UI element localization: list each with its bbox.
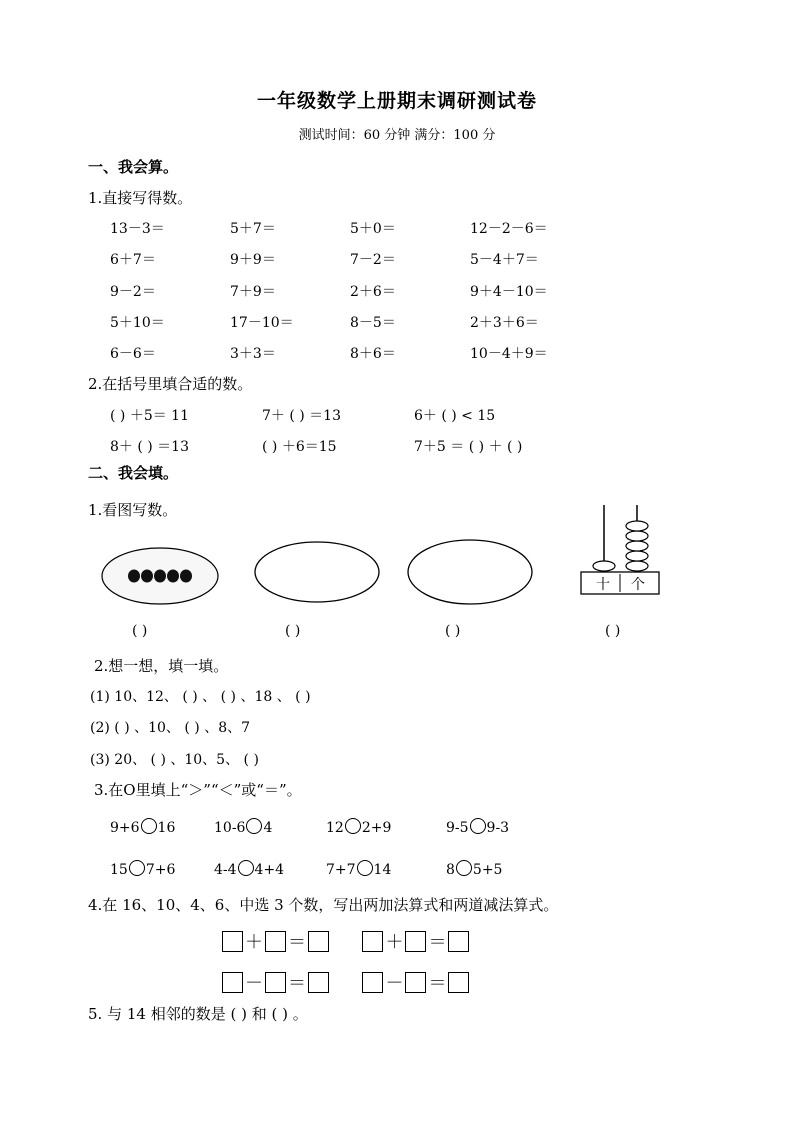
sequence-row: (1) 10、12、 ( ) 、 ( ) 、18 、 ( ) (90, 689, 311, 705)
answer-box[interactable] (265, 931, 286, 952)
compare-circle[interactable] (456, 860, 472, 876)
calc-item: 17－10＝ (230, 315, 294, 331)
calc-item: 8－5＝ (350, 315, 396, 331)
compare-circle[interactable] (246, 818, 262, 834)
answer-parens: ( ) (285, 623, 301, 639)
empty-oval (408, 540, 532, 604)
calc-item: 8＋6＝ (350, 346, 396, 362)
minus-sign: － (245, 973, 263, 994)
compare-item: 12 2+9 (326, 820, 392, 836)
subtraction-equations (222, 969, 469, 995)
calc-item: 3＋3＝ (230, 346, 276, 362)
compare-item: 9+6 16 (110, 820, 176, 836)
equals-sign: ＝ (428, 973, 447, 994)
fill-item: ( ) ＋5＝ 11 (110, 408, 189, 424)
answer-parens: ( ) (445, 623, 461, 639)
section1-q1-label: 1.直接写得数。 (88, 189, 193, 207)
compare-item: 8 5+5 (446, 862, 503, 878)
answer-box[interactable] (222, 931, 243, 952)
abacus-bead (626, 541, 648, 551)
section2-heading: 二、我会填。 (88, 464, 179, 482)
answer-box[interactable] (448, 931, 469, 952)
black-bead (154, 570, 166, 583)
answer-box[interactable] (405, 931, 426, 952)
black-bead (167, 570, 179, 583)
compare-item: 7+7 14 (326, 862, 392, 878)
calc-item: 7－2＝ (350, 252, 396, 268)
sequence-row: (2) ( ) 、10、 ( ) 、8、7 (90, 720, 251, 736)
section1-q2-label: 2.在括号里填合适的数。 (88, 375, 253, 393)
fill-item: 6＋ ( ) < 15 (414, 408, 496, 424)
section2-q1-label: 1.看图写数。 (88, 501, 178, 519)
abacus-ones-label: 个 (631, 577, 645, 593)
page-subtitle: 测试时间：60 分钟 满分：100 分 (298, 128, 496, 143)
calc-item: 5＋0＝ (350, 221, 396, 237)
answer-box[interactable] (308, 972, 329, 993)
abacus-bead (626, 531, 648, 541)
calc-item: 5＋7＝ (230, 221, 276, 237)
calc-item: 6＋7＝ (110, 252, 156, 268)
oval-with-beads (102, 548, 218, 604)
fill-item: 8＋ ( ) ＝13 (110, 439, 189, 455)
answer-box[interactable] (222, 972, 243, 993)
abacus-bead (626, 551, 648, 561)
answer-box[interactable] (265, 972, 286, 993)
answer-box[interactable] (308, 931, 329, 952)
addition-equations (222, 928, 469, 954)
calc-item: 9＋9＝ (230, 252, 276, 268)
compare-item: 9-5 9-3 (446, 820, 510, 836)
empty-oval (255, 542, 379, 602)
answer-box[interactable] (448, 972, 469, 993)
answer-box[interactable] (362, 972, 383, 993)
compare-circle[interactable] (129, 860, 145, 876)
calc-item: 7＋9＝ (230, 284, 276, 300)
calc-item: 2＋3＋6＝ (470, 315, 539, 331)
abacus-bead (593, 561, 615, 571)
minus-sign: － (385, 973, 404, 994)
section2-q3-label: 3.在O里填上“＞”“＜”或“＝”。 (94, 781, 302, 799)
section2-q2-label: 2.想一想，填一填。 (94, 657, 229, 675)
section2-q4-label: 4.在 16、10、4、6、中选 3 个数，写出两加法算式和两道减法算式。 (88, 896, 559, 914)
fill-item: 7＋ ( ) ＝13 (262, 408, 341, 424)
calc-item: 13－3＝ (110, 221, 165, 237)
abacus (581, 505, 659, 594)
section1-heading: 一、我会算。 (88, 158, 179, 176)
counting-figures (90, 500, 680, 610)
compare-circle[interactable] (141, 818, 157, 834)
compare-circle[interactable] (357, 860, 373, 876)
calc-item: 5＋10＝ (110, 315, 165, 331)
abacus-bead (626, 521, 648, 531)
compare-item: 15 7+6 (110, 862, 176, 878)
equals-sign: ＝ (288, 932, 306, 953)
abacus-bead (626, 561, 648, 571)
equals-sign: ＝ (428, 932, 447, 953)
calc-item: 9－2＝ (110, 284, 156, 300)
sequence-row: (3) 20、 ( ) 、10、5、 ( ) (90, 752, 259, 768)
black-bead (180, 570, 192, 583)
answer-box[interactable] (362, 931, 383, 952)
fill-item: 7＋5 ＝ ( ) ＋ ( ) (414, 439, 523, 455)
compare-circle[interactable] (345, 818, 361, 834)
section2-q5-label: 5. 与 14 相邻的数是 ( ) 和 ( ) 。 (88, 1005, 308, 1023)
compare-circle[interactable] (238, 860, 254, 876)
calc-item: 5－4＋7＝ (470, 252, 539, 268)
answer-box[interactable] (405, 972, 426, 993)
compare-item: 10-6 4 (214, 820, 273, 836)
equals-sign: ＝ (288, 973, 306, 994)
fill-item: ( ) ＋6＝15 (262, 439, 337, 455)
black-bead (128, 570, 140, 583)
plus-sign: ＋ (385, 932, 404, 953)
calc-item: 9＋4－10＝ (470, 284, 548, 300)
calc-item: 6－6＝ (110, 346, 156, 362)
compare-circle[interactable] (470, 818, 486, 834)
black-bead (141, 570, 153, 583)
answer-parens: ( ) (132, 623, 148, 639)
answer-parens: ( ) (605, 623, 621, 639)
plus-sign: ＋ (245, 932, 263, 953)
page-title: 一年级数学上册期末调研测试卷 (256, 90, 537, 112)
calc-item: 2＋6＝ (350, 284, 396, 300)
abacus-tens-label: 十 (596, 577, 610, 593)
calc-item: 12－2－6＝ (470, 221, 548, 237)
compare-item: 4-4 4+4 (214, 862, 285, 878)
calc-item: 10－4＋9＝ (470, 346, 548, 362)
